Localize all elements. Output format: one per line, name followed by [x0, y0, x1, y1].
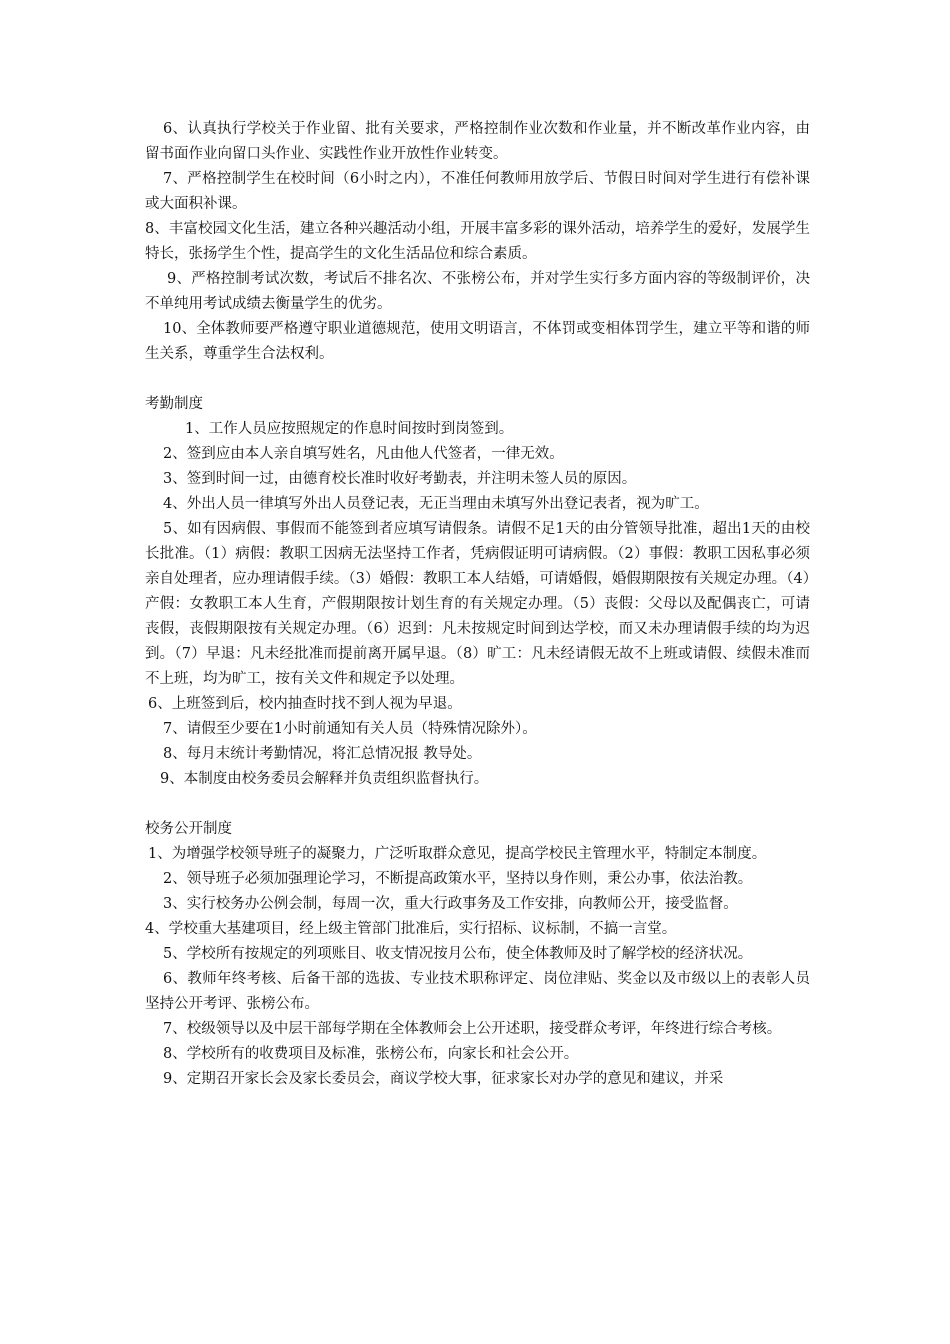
paragraph: 4、外出人员一律填写外出人员登记表，无正当理由未填写外出登记表者，视为旷工。: [163, 496, 709, 512]
paragraph: 1、工作人员应按照规定的作息时间按时到岗签到。: [185, 421, 514, 437]
paragraph: 2、领导班子必须加强理论学习，不断提高政策水平，坚持以身作则，秉公办事，依法治教。: [163, 871, 753, 887]
paragraph: 8、学校所有的收费项目及标准，张榜公布，向家长和社会公开。: [163, 1046, 579, 1062]
paragraph: 10、全体教师要严格遵守职业道德规范，使用文明语言，不体罚或变相体罚学生，建立平等和谐的师生关系，尊重学生合法权利。: [145, 321, 810, 362]
section-spacer: [145, 792, 810, 817]
paragraph: 1、为增强学校领导班子的凝聚力，广泛听取群众意见，提高学校民主管理水平，特制定本制度。: [148, 846, 767, 862]
paragraph: 3、签到时间一过，由德育校长准时收好考勤表，并注明未签人员的原因。: [163, 471, 637, 487]
paragraph: 7、严格控制学生在校时间（6小时之内），不准任何教师用放学后、节假日时间对学生进行有偿补课或大面积补课。: [145, 171, 810, 212]
section-heading-attendance: 考勤制度: [145, 396, 203, 412]
paragraph: 9、本制度由校务委员会解释并负责组织监督执行。: [160, 771, 489, 787]
paragraph: 7、校级领导以及中层干部每学期在全体教师会上公开述职，接受群众考评，年终进行综合考核。: [163, 1021, 782, 1037]
paragraph: 2、签到应由本人亲自填写姓名，凡由他人代签者，一律无效。: [163, 446, 564, 462]
document-body: [145, 117, 810, 1092]
section-heading-school-affairs: 校务公开制度: [145, 821, 232, 837]
paragraph: 5、如有因病假、事假而不能签到者应填写请假条。请假不足1天的由分管领导批准，超出1天的由校长批准。（1）病假：教职工因病无法坚持工作者，凭病假证明可请病假。（2）事假：教职工因私事必须亲自处理者，应办理请假手续。（3）婚假：教职工本人结婚，可请婚假，婚假期限按有关规定办理。（4）产假：女教职工本人生育，产假期限按计划生育的有关规定办理。（5）丧假：父母以及配偶丧亡，可请丧假，丧假期限按有关规定办理。（6）迟到：凡未按规定时间到达学校，而又未办理请假手续的均为迟到。（7）早退：凡未经批准而提前离开属早退。（8）旷工：凡未经请假无故不上班或请假、续假未准而不上班，均为旷工，按有关文件和规定予以处理。: [145, 521, 810, 687]
paragraph: 6、教师年终考核、后备干部的选拔、专业技术职称评定、岗位津贴、奖金以及市级以上的表彰人员坚持公开考评、张榜公布。: [145, 971, 810, 1012]
paragraph: 6、认真执行学校关于作业留、批有关要求，严格控制作业次数和作业量，并不断改革作业内容，由留书面作业向留口头作业、实践性作业开放性作业转变。: [145, 121, 810, 162]
paragraph: 5、学校所有按规定的列项账目、收支情况按月公布，使全体教师及时了解学校的经济状况。: [163, 946, 753, 962]
paragraph: 9、严格控制考试次数，考试后不排名次、不张榜公布，并对学生实行多方面内容的等级制评价，决不单纯用考试成绩去衡量学生的优劣。: [145, 271, 810, 312]
paragraph: 8、丰富校园文化生活，建立各种兴趣活动小组，开展丰富多彩的课外活动，培养学生的爱好，发展学生特长，张扬学生个性，提高学生的文化生活品位和综合素质。: [145, 221, 810, 262]
section-spacer: [145, 367, 810, 392]
paragraph: 7、请假至少要在1小时前通知有关人员（特殊情况除外）。: [163, 721, 537, 737]
paragraph: 4、学校重大基建项目，经上级主管部门批准后，实行招标、议标制，不搞一言堂。: [145, 921, 677, 937]
paragraph: 6、上班签到后，校内抽查时找不到人视为早退。: [148, 696, 462, 712]
paragraph: 3、实行校务办公例会制，每周一次，重大行政事务及工作安排，向教师公开，接受监督。: [163, 896, 738, 912]
paragraph: 9、定期召开家长会及家长委员会，商议学校大事，征求家长对办学的意见和建议，并采: [163, 1071, 724, 1087]
paragraph: 8、每月末统计考勤情况，将汇总情况报 教导处。: [163, 746, 482, 762]
